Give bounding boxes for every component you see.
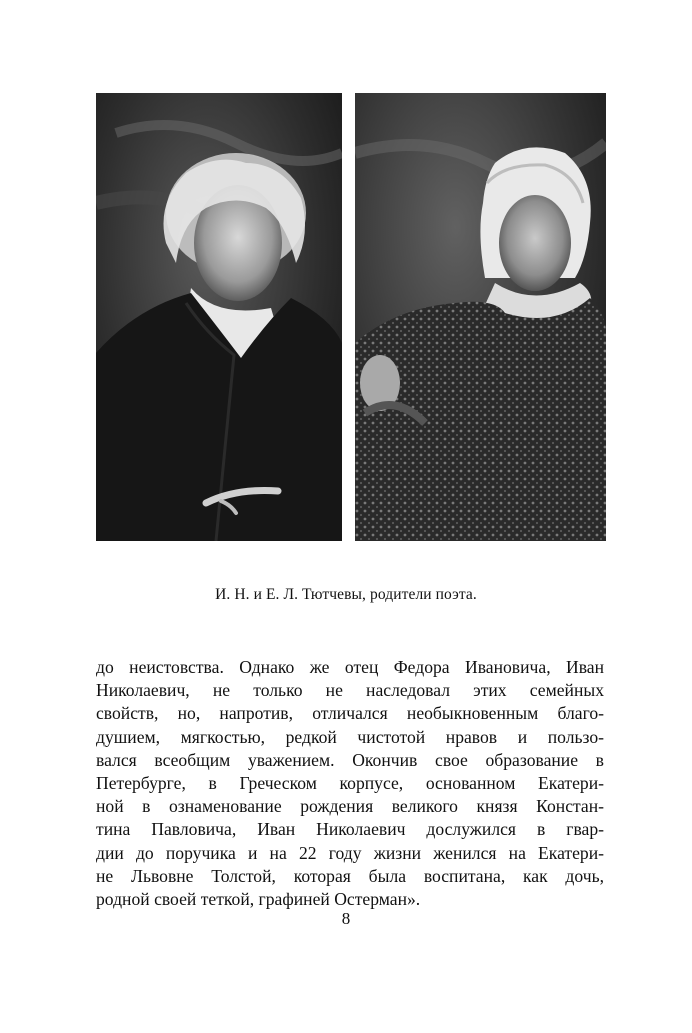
page-number: 8 (341, 909, 351, 928)
text-line: до неистовства. Однако же отец Федора Ивановича, Иван (96, 657, 604, 677)
text-line: душием, мягкостью, редкой чистотой нравов и пользо- (96, 726, 604, 747)
body-text (96, 656, 604, 911)
portrait-photo-mother (355, 93, 606, 541)
text-line: свойств, но, напротив, отличался необыкновенным благо- (96, 703, 604, 724)
text-line: не Львовне Толстой, которая была воспитана, как дочь, (96, 865, 604, 886)
text-line: вался всеобщим уважением. Окончив свое образование в (96, 749, 604, 770)
text-line: Петербурге, в Греческом корпусе, основанном Екатери- (96, 772, 604, 793)
figure-caption: И. Н. и Е. Л. Тютчевы, родители поэта. (215, 586, 477, 603)
text-line: родной своей теткой, графиней Остерман». (96, 888, 421, 909)
portrait-mother-image (355, 93, 606, 541)
text-line: дии до поручика и на 22 году жизни женился на Екатери- (96, 842, 604, 863)
text-line: тина Павловича, Иван Николаевич дослужился в гвар- (96, 819, 604, 840)
portrait-photo-father (96, 93, 342, 541)
text-line: Николаевич, не только не наследовал этих семейных (96, 680, 604, 701)
text-line: ной в ознаменование рождения великого князя Констан- (96, 796, 604, 817)
portrait-father-image (96, 93, 342, 541)
